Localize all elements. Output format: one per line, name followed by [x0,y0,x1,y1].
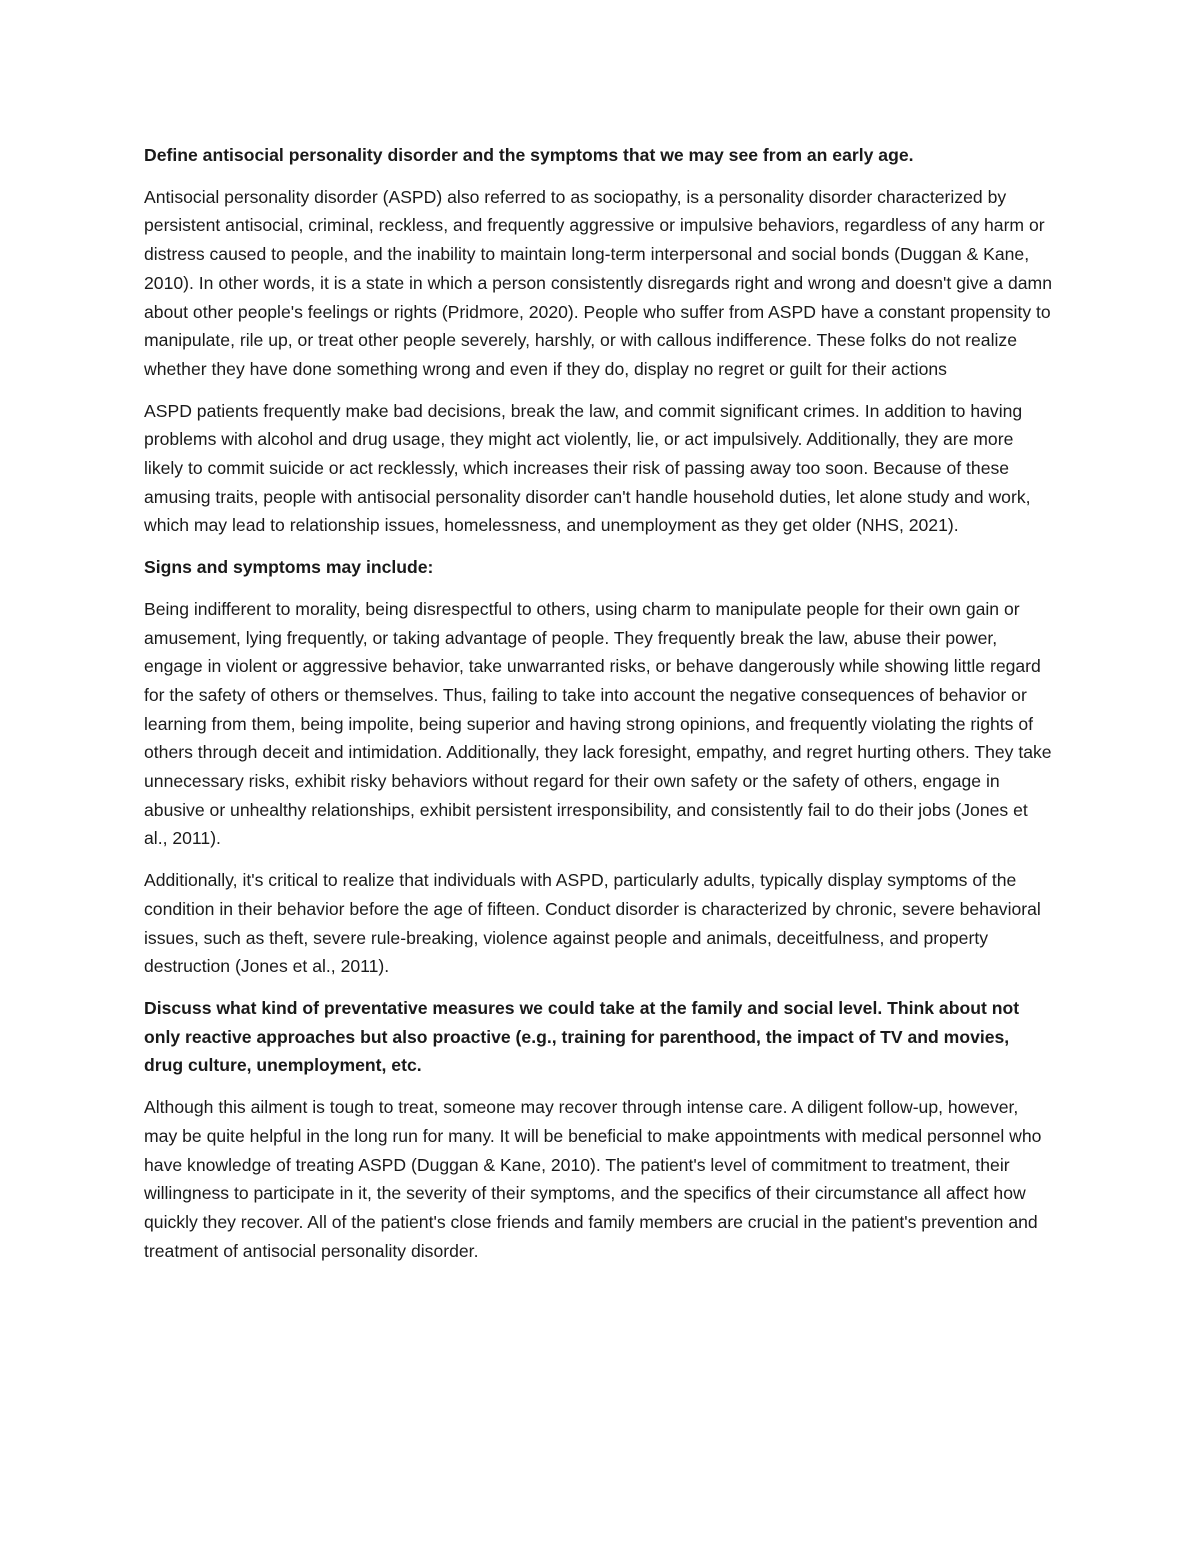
question-heading-prevention: Discuss what kind of preventative measures we could take at the family and social level. Think about not only reactive approaches but also proactive (e.g., training for parenthood, the impact of TV and movies, drug culture, unemployment, etc. [144,997,1020,1076]
subheading-signs-symptoms: Signs and symptoms may include: [144,557,434,578]
paragraph-prevention-treatment: Although this ailment is tough to treat, someone may recover through intense care. A diligent follow-up, however, may be quite helpful in the long run for many. It will be beneficial to make appointments with medical personnel who have knowledge of treating ASPD (Duggan & Kane, 2010). The patient's level of commitment to treatment, their willingness to participate in it, the severity of their symptoms, and the specifics of their circumstance all affect how quickly they recover. All of the patient's close friends and family members are crucial in the patient's prevention and treatment of antisocial personality disorder. [144,1097,1042,1261]
paragraph-aspd-consequences: ASPD patients frequently make bad decisions, break the law, and commit significant crimes. In addition to having problems with alcohol and drug usage, they might act violently, lie, or act impulsively. Additionally, they are more likely to commit suicide or act recklessly, which increases their risk of passing away too soon. Because of these amusing traits, people with antisocial personality disorder can't handle household duties, let alone study and work, which may lead to relationship issues, homelessness, and unemployment as they get older (NHS, 2021). [144,400,1031,536]
paragraph-symptoms-list: Being indifferent to morality, being disrespectful to others, using charm to manipulate people for their own gain or amusement, lying frequently, or taking advantage of people. They frequently break the law, abuse their power, engage in violent or aggressive behavior, take unwarranted risks, or behave dangerously while showing little regard for the safety of others or themselves. Thus, failing to take into account the negative consequences of behavior or learning from them, being impolite, being superior and having strong opinions, and frequently violating the rights of others through deceit and intimidation. Additionally, they lack foresight, empathy, and regret hurting others. They take unnecessary risks, exhibit risky behaviors without regard for their own safety or the safety of others, engage in abusive or unhealthy relationships, exhibit persistent irresponsibility, and consistently fail to do their jobs (Jones et al., 2011). [144,598,1052,849]
paragraph-early-onset: Additionally, it's critical to realize that individuals with ASPD, particularly adults, typically display symptoms of the condition in their behavior before the age of fifteen. Conduct disorder is characterized by chronic, severe behavioral issues, such as theft, severe rule-breaking, violence against people and animals, deceitfulness, and property destruction (Jones et al., 2011). [144,870,1041,977]
question-heading-definition: Define antisocial personality disorder and the symptoms that we may see from an early age. [144,145,914,165]
document-body [144,141,1052,1278]
paragraph-aspd-definition: Antisocial personality disorder (ASPD) also referred to as sociopathy, is a personality disorder characterized by persistent antisocial, criminal, reckless, and frequently aggressive or impulsive behaviors, regardless of any harm or distress caused to people, and the inability to maintain long-term interpersonal and social bonds (Duggan & Kane, 2010). In other words, it is a state in which a person consistently disregards right and wrong and doesn't give a damn about other people's feelings or rights (Pridmore, 2020). People who suffer from ASPD have a constant propensity to manipulate, rile up, or treat other people severely, harshly, or with callous indifference. These folks do not realize whether they have done something wrong and even if they do, display no regret or guilt for their actions [144,186,1052,379]
